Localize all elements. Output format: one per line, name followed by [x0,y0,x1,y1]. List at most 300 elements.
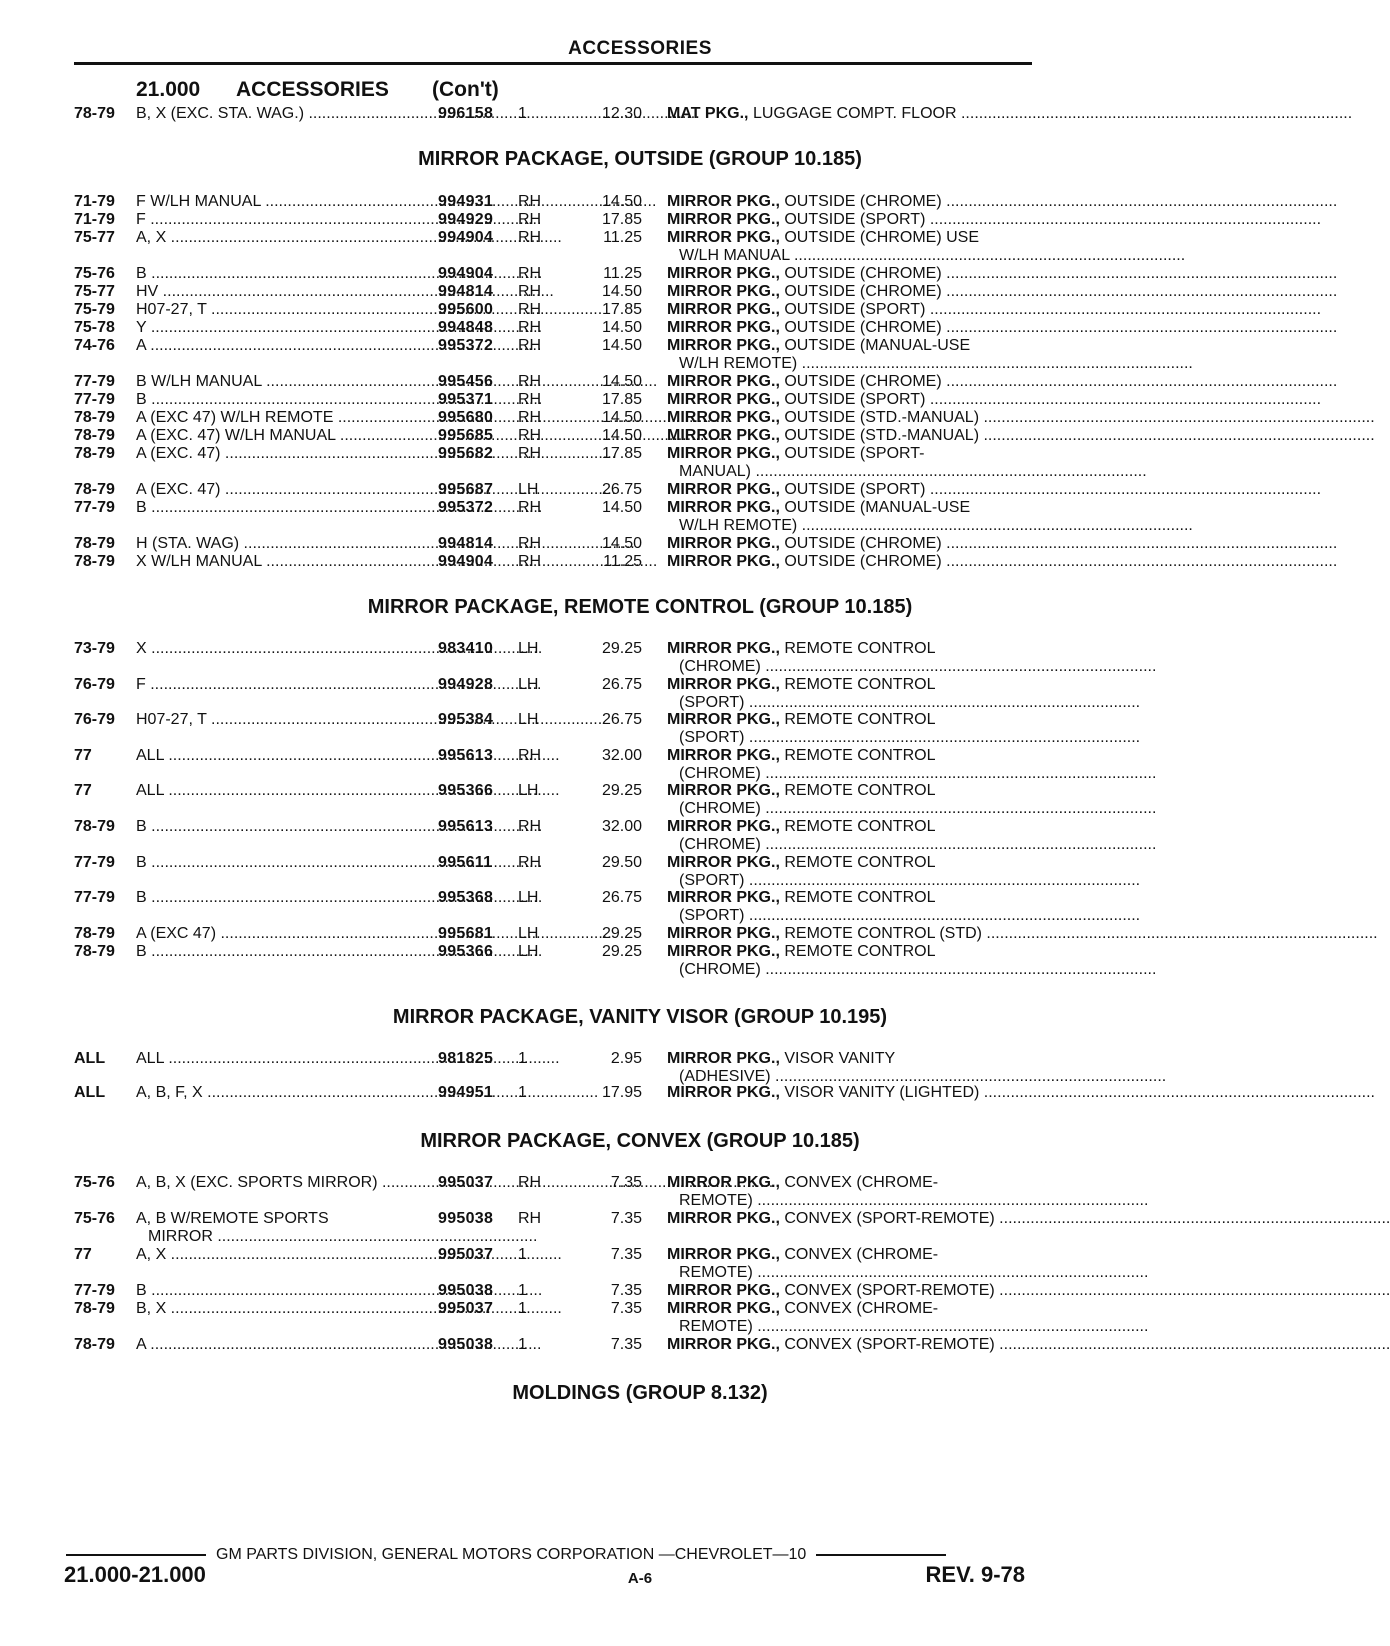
row-quantity: RH [518,283,542,300]
row-description [667,1336,1025,1354]
row-description-noun: MIRROR PKG., [667,229,780,246]
row-description-noun: MIRROR PKG., [667,1210,780,1227]
row-description-line1 [667,337,1025,355]
row-description-noun: MIRROR PKG., [667,1246,780,1263]
row-applicability [136,105,408,123]
row-applicability [136,1282,408,1300]
row-description [667,499,1025,537]
row-description-text: REMOTE CONTROL [784,818,936,835]
row-description-noun: MIRROR PKG., [667,409,780,426]
table-row [0,782,1280,818]
row-applicability-text: H07-27, T [136,711,207,729]
row-description [667,535,1025,553]
row-description-line1 [667,1210,1025,1228]
row-description-text: CONVEX (SPORT-REMOTE) [784,1210,995,1227]
row-description-line2: (CHROME) ..... [667,836,1025,854]
row-description-noun: MIRROR PKG., [667,1084,780,1101]
row-years: 76-79 [74,675,115,693]
row-applicability [136,265,408,283]
row-description-noun: MIRROR PKG., [667,746,780,764]
row-years: ALL [74,1084,106,1101]
row-price: 11.25 [603,229,642,246]
row-price: 7.35 [610,1336,642,1353]
row-description-text: OUTSIDE (STD.-MANUAL) [784,409,980,426]
row-applicability [136,943,408,961]
row-description [667,782,1025,820]
row-applicability [136,1246,408,1264]
row-years: 78-79 [74,105,115,122]
row-description-line2: (ADHESIVE) ..... [667,1068,1025,1086]
row-description [667,391,1025,409]
row-applicability-text: H (STA. WAG) [136,535,240,552]
row-part-number: 995038 [438,1210,494,1227]
row-price: 17.85 [601,445,642,462]
row-description-text: OUTSIDE (CHROME) [784,283,942,300]
row-price: 14.50 [601,193,642,210]
row-applicability [136,193,408,211]
row-description-text: OUTSIDE (CHROME) [784,535,942,552]
row-years: 78-79 [74,818,115,835]
row-part-number: 995371 [438,391,494,408]
row-price: 17.85 [601,391,642,408]
row-description-line1 [667,427,1025,445]
row-years: 78-79 [74,1336,115,1353]
row-applicability-text: F [136,675,146,693]
row-years: 77-79 [74,1282,115,1299]
row-applicability [136,1300,408,1318]
table-row [0,1210,1280,1245]
row-price: 26.75 [601,675,642,693]
table-row [0,1282,1280,1302]
table-row [0,711,1280,747]
row-description [667,301,1025,319]
row-applicability [136,301,408,319]
row-part-number: 996158 [438,105,494,122]
table-row [0,640,1280,675]
row-quantity: 1 [518,1282,527,1299]
row-description-line1 [667,535,1025,553]
row-applicability-text: B [136,499,147,516]
row-description-noun: MIRROR PKG., [667,283,780,300]
row-part-number: 995685 [438,427,494,444]
row-description-line2: REMOTE) ..... [667,1192,1025,1210]
row-description-noun: MIRROR PKG., [667,853,780,871]
row-applicability [136,481,408,499]
row-part-number: 995037 [438,1300,494,1317]
row-description [667,211,1025,229]
row-part-number: 994814 [438,283,494,300]
table-row [0,105,1280,125]
row-part-number: 994904 [438,553,494,570]
row-years: 78-79 [74,409,115,426]
row-applicability-text: F [136,211,146,228]
row-years: 78-79 [74,553,115,570]
row-description-text: OUTSIDE (SPORT- [784,445,925,462]
row-applicability-text: B [136,1282,147,1299]
row-description-text: OUTSIDE (CHROME) [784,193,942,210]
row-quantity: RH [518,391,542,408]
row-description-noun: MIRROR PKG., [667,481,780,498]
footer-rule-left [66,1554,206,1556]
row-description [667,889,1025,927]
row-description [667,337,1025,375]
row-description-line1 [667,747,1025,765]
row-part-number: 994931 [438,193,494,210]
table-row [0,553,1280,573]
row-price: 7.35 [610,1174,642,1191]
row-description [667,481,1025,499]
row-price: 7.35 [610,1246,642,1263]
row-description-text: REMOTE CONTROL [784,640,936,657]
row-applicability-text: B W/LH MANUAL [136,373,262,390]
table-row [0,409,1280,429]
row-part-number: 995038 [438,1336,494,1353]
row-part-number: 995682 [438,445,494,462]
row-description-text: REMOTE CONTROL [784,889,936,907]
row-part-number: 994929 [438,211,494,228]
row-description-line1 [667,1300,1025,1318]
row-description-noun: MIRROR PKG., [667,553,780,570]
row-description-line1 [667,854,1025,872]
row-description [667,1084,1025,1102]
table-row [0,746,1280,782]
row-part-number: 983410 [438,640,494,657]
row-description [667,1300,1025,1338]
row-quantity: RH [518,445,542,462]
row-description-line1 [667,925,1025,943]
row-description-text: OUTSIDE (CHROME) [784,553,942,570]
row-quantity: RH [518,818,542,835]
row-description-line2: REMOTE) ..... [667,1318,1025,1336]
row-description-noun: MIRROR PKG., [667,499,780,516]
row-price: 29.25 [601,782,642,800]
table-row [0,229,1280,264]
row-applicability-line2: MIRROR ........................................................................ [148,1228,538,1245]
row-description-line2: W/LH MANUAL ..... [667,247,1025,265]
row-part-number: 995366 [438,942,494,960]
row-description-text: CONVEX (CHROME- [784,1246,939,1263]
row-price: 14.50 [601,409,642,426]
row-applicability-text: A (EXC 47) [136,924,217,942]
row-part-number: 995680 [438,409,494,426]
row-quantity: 1 [518,1300,527,1317]
row-description-line2: (SPORT) ..... [667,872,1025,890]
row-description-line1 [667,319,1025,337]
row-part-number: 995038 [438,1282,494,1299]
row-years: 75-76 [74,1174,115,1191]
table-row [0,445,1280,480]
row-description [667,229,1025,267]
row-description [667,105,1025,123]
row-description [667,445,1025,483]
row-description-line1 [667,782,1025,800]
row-part-number: 995037 [438,1246,494,1263]
footer-page-number: A-6 [627,1570,653,1587]
row-description-line2: W/LH REMOTE) ..... [667,517,1025,535]
row-description [667,265,1025,283]
row-description-line1 [667,445,1025,463]
row-applicability [136,1084,408,1102]
table-row [0,1246,1280,1281]
row-description-line2: (SPORT) ..... [667,694,1025,712]
row-description-line1 [667,391,1025,409]
row-description-line1 [667,481,1025,499]
row-years: 78-79 [74,1300,115,1317]
row-years: 76-79 [74,711,115,729]
row-description [667,747,1025,785]
row-price: 32.00 [601,818,642,835]
row-part-number: 995687 [438,481,494,498]
row-description-line1 [667,943,1025,961]
row-description-noun: MIRROR PKG., [667,535,780,552]
row-description [667,943,1025,981]
page-header-title: ACCESSORIES [568,38,712,59]
row-description-noun: MIRROR PKG., [667,1282,780,1299]
table-row [0,481,1280,501]
row-price: 14.50 [601,283,642,300]
row-description-line1 [667,889,1025,907]
row-applicability [136,499,408,517]
table-row [0,853,1280,889]
row-description-noun: MIRROR PKG., [667,337,780,354]
row-years: 75-76 [74,1210,115,1227]
row-description [667,193,1025,211]
table-row [0,1300,1280,1335]
row-part-number: 995681 [438,924,494,942]
row-years: ALL [74,1050,106,1067]
row-price: 32.00 [601,746,642,764]
row-description-noun: MIRROR PKG., [667,942,780,960]
row-description-line2: (CHROME) ..... [667,800,1025,818]
row-description-text: REMOTE CONTROL [784,942,936,960]
row-years: 78-79 [74,535,115,552]
row-quantity: RH [518,373,542,390]
row-applicability [136,925,408,943]
row-description-text: REMOTE CONTROL (STD) [784,924,982,942]
row-description-text: REMOTE CONTROL [784,711,936,729]
row-price: 7.35 [610,1282,642,1299]
row-part-number: 995366 [438,782,494,800]
table-row [0,193,1280,213]
row-quantity: 1 [518,1246,527,1263]
row-part-number: 995456 [438,373,494,390]
row-years: 77 [74,746,92,764]
row-quantity: RH [518,337,542,354]
row-description [667,640,1025,678]
row-applicability [136,553,408,571]
row-description [667,1050,1025,1088]
row-description [667,1246,1025,1284]
row-years: 71-79 [74,211,115,228]
row-description-text: OUTSIDE (CHROME) USE [784,229,980,246]
row-quantity: LH [518,640,539,657]
row-description-noun: MIRROR PKG., [667,782,780,800]
row-description-line2: (SPORT) ..... [667,729,1025,747]
row-description-line1 [667,211,1025,229]
row-description-noun: MIRROR PKG., [667,675,780,693]
row-description-line1 [667,193,1025,211]
row-years: 71-79 [74,193,115,210]
row-description [667,373,1025,391]
table-row [0,211,1280,231]
row-quantity: 1 [518,1084,527,1101]
section-continued: (Con't) [432,78,499,101]
row-price: 29.25 [601,942,642,960]
row-years: 77-79 [74,373,115,390]
row-years: 73-79 [74,640,115,657]
row-quantity: RH [518,746,542,764]
row-price: 17.95 [601,1084,642,1101]
row-applicability [136,1050,408,1068]
row-price: 11.25 [603,553,642,570]
row-description-line2: (CHROME) ..... [667,658,1025,676]
row-applicability [136,445,408,463]
row-part-number: 994904 [438,229,494,246]
row-part-number: 995037 [438,1174,494,1191]
row-description-text: VISOR VANITY [784,1050,896,1067]
row-description-noun: MAT PKG., [667,105,749,122]
row-applicability [136,337,408,355]
row-price: 26.75 [601,889,642,907]
row-price: 12.30 [601,105,642,122]
row-applicability-text: A [136,1336,146,1353]
table-row [0,1084,1280,1104]
row-description-line1 [667,676,1025,694]
row-description [667,553,1025,571]
row-description-text: OUTSIDE (MANUAL-USE [784,499,971,516]
row-applicability-line1: A, B W/REMOTE SPORTS [136,1210,329,1227]
row-price: 14.50 [601,319,642,336]
footer-revision: REV. 9-78 [925,1562,1025,1587]
row-description-line1 [667,499,1025,517]
row-description-line1 [667,1084,1025,1102]
row-description-noun: MIRROR PKG., [667,445,780,462]
row-quantity: RH [518,211,542,228]
table-row [0,889,1280,925]
row-applicability [136,818,408,836]
row-description-text: OUTSIDE (SPORT) [784,391,926,408]
row-description-text: OUTSIDE (SPORT) [784,301,926,318]
row-description-text: OUTSIDE (SPORT) [784,211,926,228]
row-years: 77-79 [74,853,115,871]
row-description-noun: MIRROR PKG., [667,889,780,907]
row-applicability-text: B, X (EXC. STA. WAG.) [136,105,305,122]
row-description-line1 [667,1282,1025,1300]
row-quantity: RH [518,409,542,426]
row-description [667,319,1025,337]
row-part-number: 995384 [438,711,494,729]
row-applicability [136,391,408,409]
row-quantity: 1 [518,1336,527,1353]
row-description-line1 [667,711,1025,729]
row-years: 78-79 [74,445,115,462]
row-years: 77-79 [74,889,115,907]
footer-rule-right [816,1554,946,1556]
row-description-noun: MIRROR PKG., [667,1050,780,1067]
row-years: 74-76 [74,337,115,354]
table-row [0,337,1280,372]
row-quantity: LH [518,782,539,800]
row-description-line2: (SPORT) ..... [667,907,1025,925]
row-applicability [136,535,408,553]
row-quantity: LH [518,924,539,942]
row-years: 75-77 [74,283,115,300]
row-years: 75-78 [74,319,115,336]
table-row [0,1336,1280,1356]
row-part-number: 994848 [438,319,494,336]
row-quantity: RH [518,499,542,516]
row-price: 26.75 [601,481,642,498]
row-part-number: 994928 [438,675,494,693]
row-years: 78-79 [74,924,115,942]
row-description-text: CONVEX (SPORT-REMOTE) [784,1282,995,1299]
table-row [0,319,1280,339]
table-row [0,391,1280,411]
row-description [667,925,1025,943]
row-applicability-text: X W/LH MANUAL [136,553,262,570]
row-description-line1 [667,1174,1025,1192]
row-applicability-text: Y [136,319,147,336]
row-quantity: RH [518,853,542,871]
row-description-text: VISOR VANITY (LIGHTED) [784,1084,980,1101]
row-applicability-text: A, X [136,1246,167,1263]
row-part-number: 994904 [438,265,494,282]
row-applicability [136,211,408,229]
row-description [667,818,1025,856]
row-description-line2: REMOTE) ..... [667,1264,1025,1282]
row-quantity: 1 [518,105,527,122]
row-quantity: RH [518,553,542,570]
row-description-line1 [667,283,1025,301]
row-applicability-text: B [136,889,147,907]
row-quantity: LH [518,942,539,960]
row-description-line1 [667,105,1025,123]
row-part-number: 995600 [438,301,494,318]
row-part-number: 994814 [438,535,494,552]
row-quantity: RH [518,229,542,246]
row-price: 17.85 [601,301,642,318]
row-applicability [136,427,408,445]
row-description-noun: MIRROR PKG., [667,711,780,729]
row-applicability-text: ALL [136,782,164,800]
row-applicability-text: A, B, X (EXC. SPORTS MIRROR) [136,1174,378,1191]
row-quantity: RH [518,535,542,552]
row-quantity: LH [518,711,539,729]
row-description-noun: MIRROR PKG., [667,193,780,210]
row-years: 75-77 [74,229,115,246]
table-row [0,283,1280,303]
row-years: 78-79 [74,481,115,498]
row-applicability-text: HV [136,283,159,300]
row-applicability-text: B [136,265,147,282]
row-price: 14.50 [601,499,642,516]
row-description-line1 [667,409,1025,427]
row-description-line1 [667,640,1025,658]
row-applicability-text: A, B, F, X [136,1084,203,1101]
row-applicability-text: A [136,337,146,354]
row-years: 77 [74,782,92,800]
row-applicability [136,283,408,301]
row-quantity: RH [518,1210,542,1227]
group-title: MIRROR PACKAGE, VANITY VISOR (GROUP 10.195) [392,1006,888,1028]
row-part-number: 995613 [438,818,494,835]
row-quantity: LH [518,481,539,498]
row-description-noun: MIRROR PKG., [667,1300,780,1317]
row-description-noun: MIRROR PKG., [667,818,780,835]
row-description-noun: MIRROR PKG., [667,373,780,390]
row-applicability-text: A (EXC. 47) [136,445,221,462]
row-part-number: 995611 [438,853,493,871]
